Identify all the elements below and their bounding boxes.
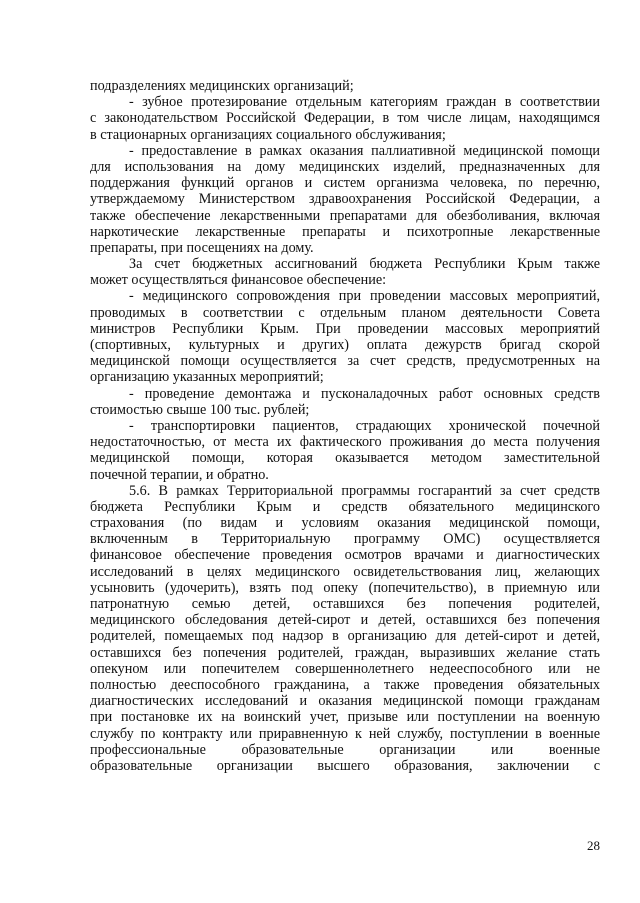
text-line: опекуном или попечителем совершеннолетнего недееспособного или не (90, 660, 600, 677)
text-line: образовательные организации высшего образования, заключении с (90, 757, 600, 774)
text-line: организацию указанных мероприятий; (90, 369, 324, 386)
text-line: - проведение демонтажа и пусконаладочных работ основных средств (129, 385, 600, 402)
text-line: диагностических исследований и оказания медицинской помощи гражданам (90, 693, 600, 710)
text-line: - предоставление в рамках оказания паллиативной медицинской помощи (129, 142, 600, 159)
text-line: полностью дееспособного гражданина, а также проведения обязательных (90, 676, 600, 693)
document-body (90, 78, 600, 774)
text-line: подразделениях медицинских организаций; (90, 78, 354, 94)
text-line: - транспортировки пациентов, страдающих хронической почечной (129, 417, 600, 434)
text-line: медицинской помощи осуществляется за счет средств, предусмотренных на (90, 353, 600, 370)
text-line: исследований в целях медицинского освидетельствования лиц, желающих (90, 563, 600, 580)
text-line: в стационарных организациях социального обслуживания; (90, 126, 446, 143)
text-line: проводимых в соответствии с отдельным планом деятельности Совета (90, 304, 600, 321)
text-line: почечной терапии, и обратно. (90, 466, 269, 483)
text-line: финансовое обеспечение проведения осмотров врачами и диагностических (90, 547, 600, 564)
text-line: наркотические лекарственные препараты и психотропные лекарственные (90, 223, 600, 240)
text-line: утверждаемому Министерством здравоохранения Российской Федерации, а (90, 191, 600, 208)
text-line: службу по контракту или приравненную к ней службу, поступлении в военные (90, 725, 600, 742)
text-line: с законодательством Российской Федерации, в том числе лицам, находящимся (90, 110, 600, 127)
text-line: оставшихся без попечения родителей, граждан, выразивших желание стать (90, 644, 600, 661)
text-line: родителей, помещаемых под надзор в организацию для детей-сирот и детей, (90, 628, 600, 645)
text-line: препараты, при посещениях на дому. (90, 239, 314, 256)
text-line: включенным в Территориальную программу ОМС) осуществляется (90, 531, 600, 548)
text-line: также обеспечение лекарственными препаратами для обезболивания, включая (90, 207, 600, 224)
text-line: страхования (по видам и условиям оказания медицинской помощи, (90, 515, 600, 532)
text-line: поддержания функций органов и систем организма человека, по перечню, (90, 175, 600, 192)
text-line: (спортивных, культурных и других) оплата дежурств бригад скорой (90, 337, 600, 353)
text-line: стоимостью свыше 100 тыс. рублей; (90, 401, 310, 418)
text-line: медицинской помощи, которая оказывается методом заместительной (90, 450, 600, 467)
text-line: министров Республики Крым. При проведении массовых мероприятий (90, 320, 600, 337)
text-line: усыновить (удочерить), взять под опеку (попечительство), в приемную или (90, 579, 600, 596)
text-line: для использования на дому медицинских изделий, предназначенных для (90, 158, 600, 175)
text-line: при постановке их на воинский учет, призыве или поступлении на военную (90, 709, 600, 726)
text-line: - зубное протезирование отдельным категориям граждан в соответствии (129, 94, 600, 111)
text-line: патронатную семью детей, оставшихся без попечения родителей, (90, 596, 600, 612)
text-line: профессиональные образовательные организации или военные (90, 741, 600, 758)
text-line: - медицинского сопровождения при проведении массовых мероприятий, (129, 288, 600, 305)
text-line: 5.6. В рамках Территориальной программы госгарантий за счет средств (129, 482, 600, 499)
text-line: За счет бюджетных ассигнований бюджета Республики Крым также (129, 256, 600, 273)
text-line: бюджета Республики Крым и средств обязательного медицинского (90, 498, 600, 515)
text-line: недостаточностью, от места их фактического проживания до места получения (90, 434, 600, 451)
text-line: медицинского обследования детей-сирот и детей, оставшихся без попечения (90, 612, 600, 629)
page-number: 28 (587, 838, 600, 853)
text-line: может осуществляться финансовое обеспечение: (90, 272, 387, 289)
